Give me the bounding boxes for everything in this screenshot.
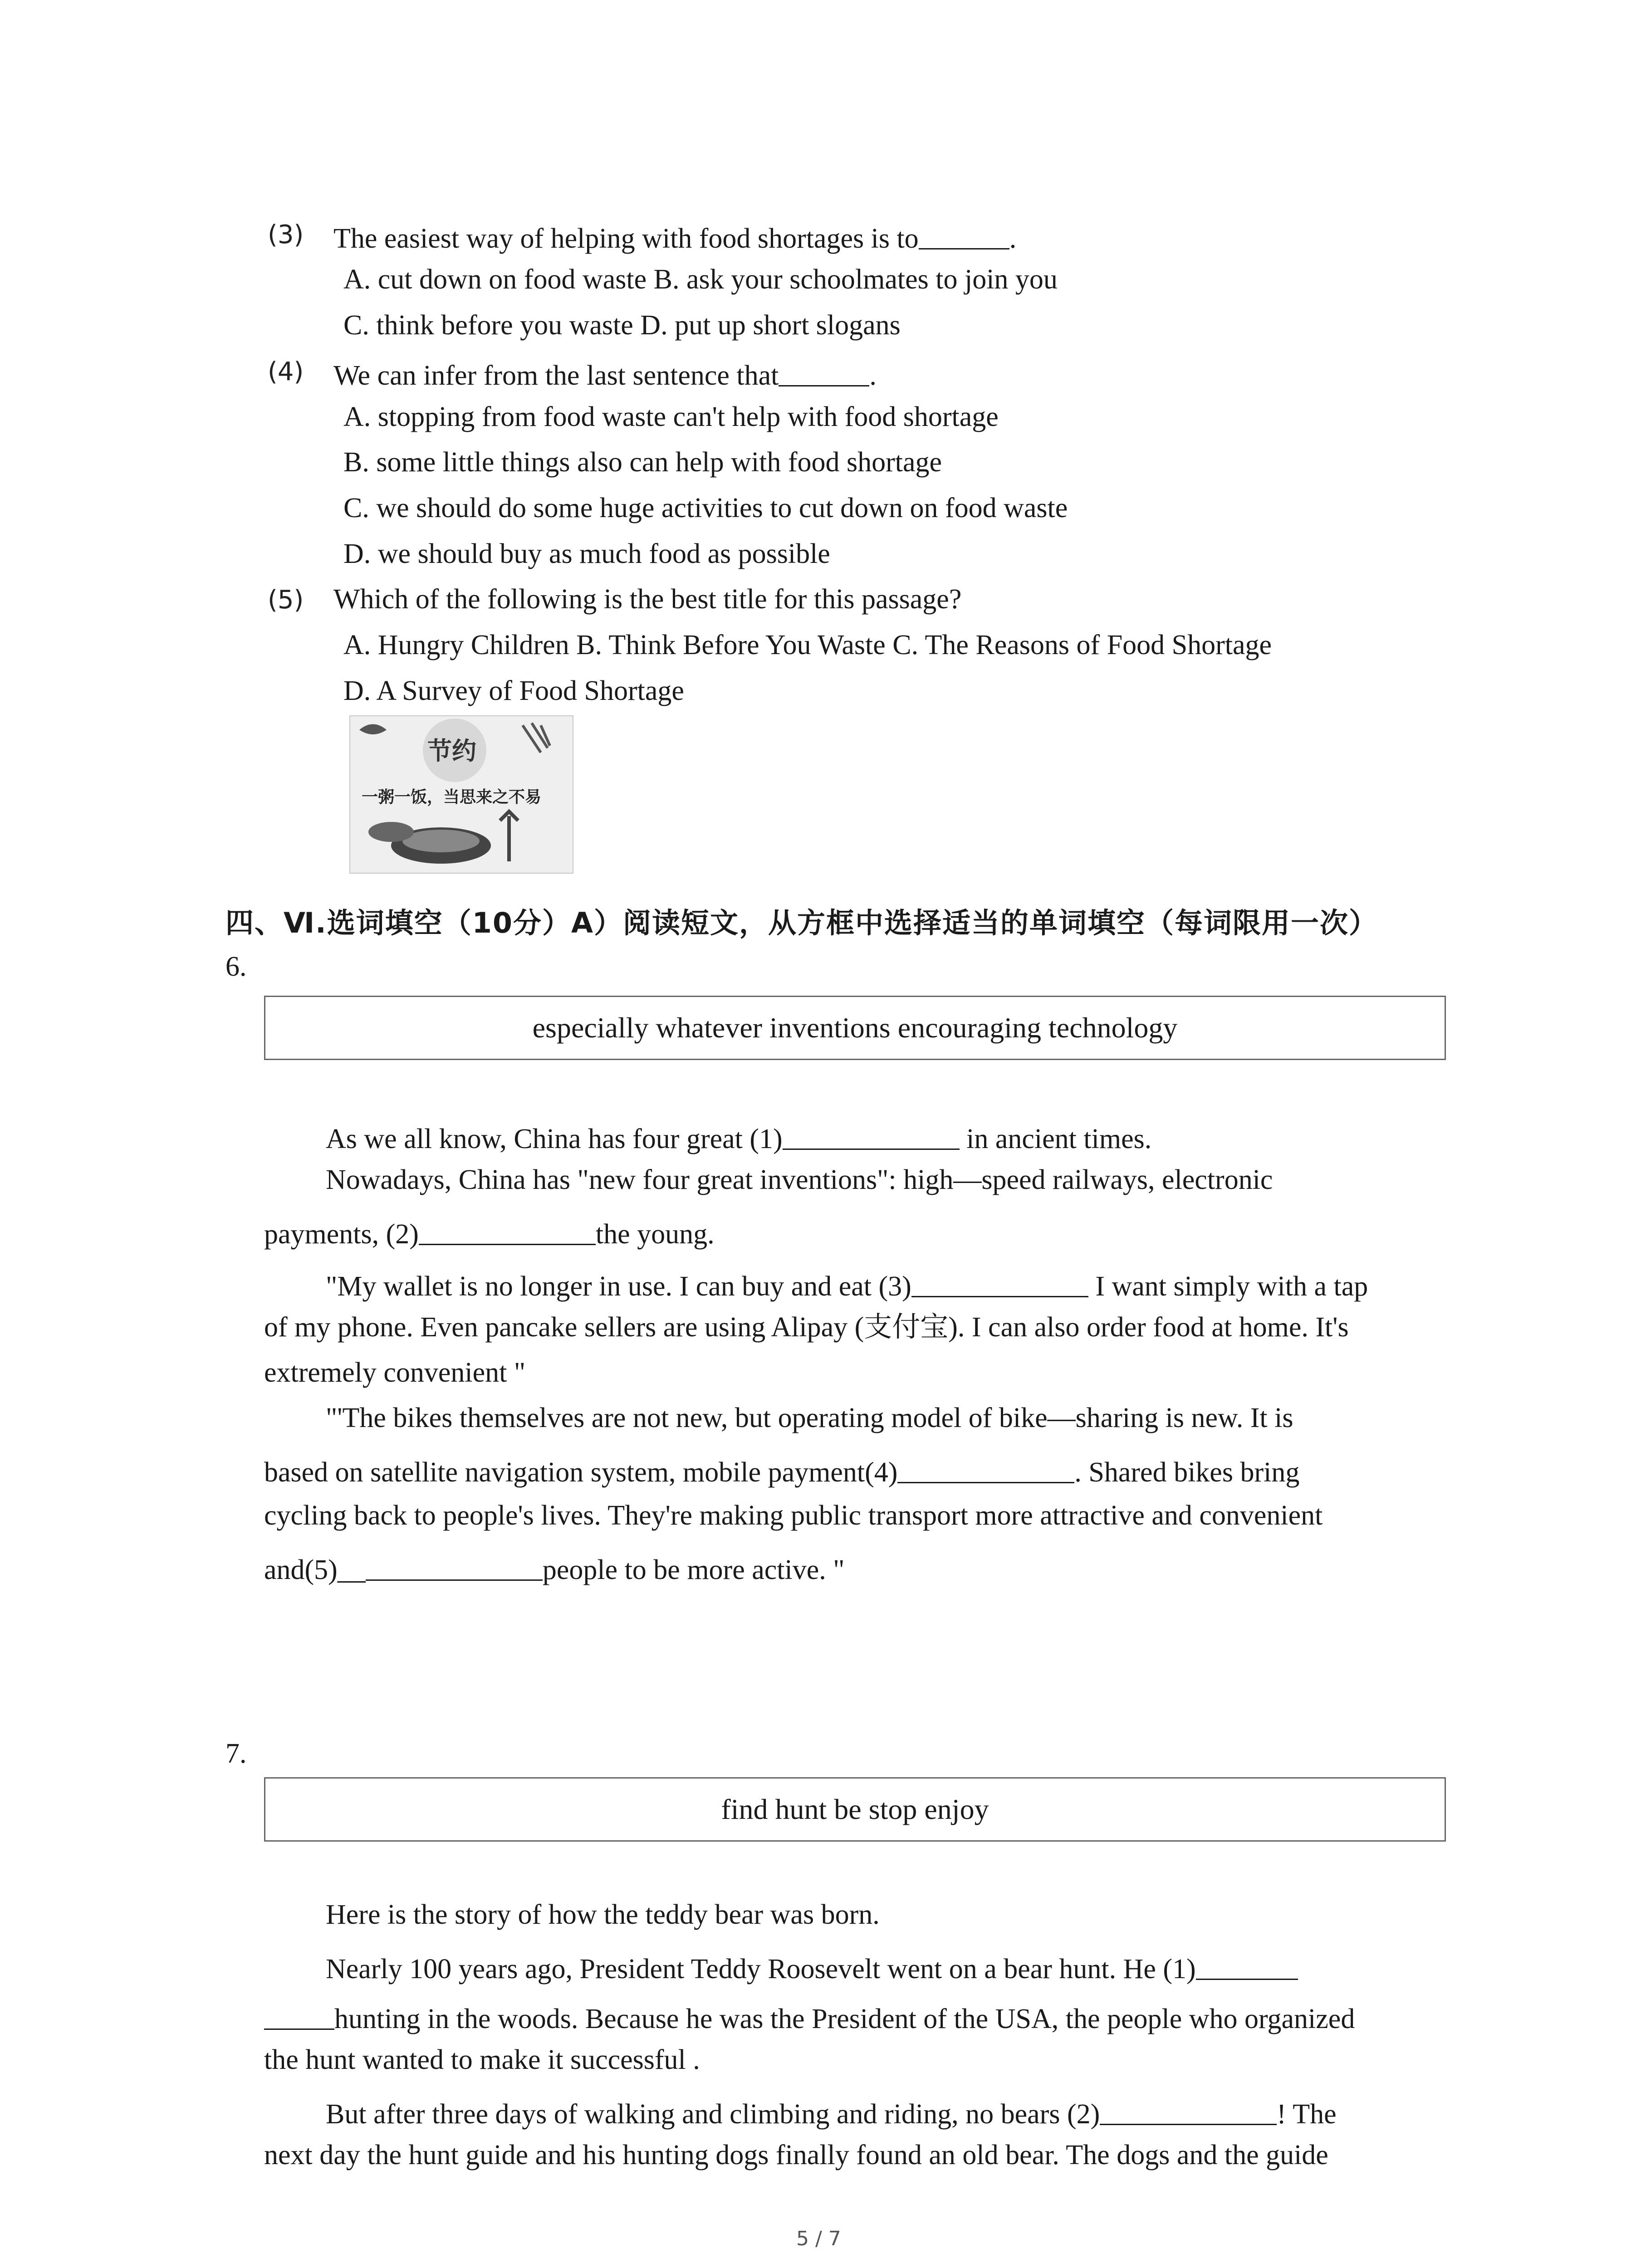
food-saving-illustration xyxy=(349,715,573,874)
question-number: 6. xyxy=(225,951,247,982)
question-stem: We can infer from the last sentence that . xyxy=(333,357,877,390)
options-line: A. Hungry Children B. Think Before You Waste C. The Reasons of Food Shortage xyxy=(343,630,1272,660)
option-a: A. stopping from food waste can't help with food shortage xyxy=(343,401,999,432)
question-number: (4) xyxy=(268,357,304,386)
answer-blank xyxy=(1196,1950,1298,1980)
answer-blank xyxy=(419,1216,596,1245)
passage-line: As we all know, China has four great (1) in ancient times. xyxy=(326,1120,1151,1153)
passage-line: But after three days of walking and climbing and riding, no bears (2) ! The xyxy=(326,2096,1337,2128)
passage-line: extremely convenient " xyxy=(264,1357,526,1388)
passage-line: Nowadays, China has "new four great inventions": high—speed railways, electronic xyxy=(326,1164,1273,1195)
option-d: D. we should buy as much food as possible xyxy=(343,538,830,569)
question-number: (3) xyxy=(268,220,304,249)
passage-line: payments, (2) the young. xyxy=(264,1216,715,1248)
passage-line: Nearly 100 years ago, President Teddy Roosevelt went on a bear hunt. He (1) xyxy=(326,1950,1298,1983)
question-number: 7. xyxy=(225,1738,247,1769)
answer-blank xyxy=(783,1120,960,1150)
passage-line: and(5)__ people to be more active. " xyxy=(264,1551,845,1584)
passage-line: next day the hunt guide and his hunting dogs finally found an old bear. The dogs and the guide xyxy=(264,2140,1328,2170)
options-line: D. A Survey of Food Shortage xyxy=(343,675,684,706)
word-bank-box xyxy=(264,996,1446,1060)
answer-blank xyxy=(779,357,869,386)
word-bank: find hunt be stop enjoy xyxy=(721,1793,989,1825)
illustration-slogan: 一粥一饭，当思来之不易 xyxy=(362,788,542,807)
illustration-title: 节约 xyxy=(427,737,476,765)
answer-blank xyxy=(911,1268,1088,1297)
question-stem: Which of the following is the best title for this passage? xyxy=(333,584,962,615)
passage-line: "My wallet is no longer in use. I can buy and eat (3) I want simply with a tap xyxy=(326,1268,1368,1300)
answer-blank xyxy=(366,1551,543,1581)
option-b: B. some little things also can help with food shortage xyxy=(343,447,942,478)
passage-line: of my phone. Even pancake sellers are using Alipay (支付宝). I can also order food at home. It's xyxy=(264,1312,1349,1343)
passage-line: Here is the story of how the teddy bear was born. xyxy=(326,1899,880,1930)
options-line: A. cut down on food waste B. ask your schoolmates to join you xyxy=(343,264,1058,295)
passage-line: the hunt wanted to make it successful . xyxy=(264,2044,700,2075)
page-number: 5 / 7 xyxy=(796,2227,841,2250)
answer-blank xyxy=(897,1454,1074,1483)
answer-blank xyxy=(919,220,1009,249)
answer-blank xyxy=(1100,2096,1277,2125)
options-line: C. think before you waste D. put up short slogans xyxy=(343,310,901,341)
section-heading: 四、Ⅵ.选词填空（10分）A）阅读短文，从方框中选择适当的单词填空（每词限用一次） xyxy=(225,906,1378,939)
passage-line: based on satellite navigation system, mobile payment(4) . Shared bikes bring xyxy=(264,1454,1299,1486)
illustration-drawing xyxy=(350,716,573,873)
answer-blank-continued xyxy=(264,2000,334,2030)
passage-line: "'The bikes themselves are not new, but operating model of bike—sharing is new. It is xyxy=(326,1403,1293,1433)
passage-line: hunting in the woods. Because he was the President of the USA, the people who organized xyxy=(264,2000,1355,2033)
question-number: (5) xyxy=(268,585,304,615)
option-c: C. we should do some huge activities to cut down on food waste xyxy=(343,493,1068,523)
question-stem: The easiest way of helping with food shortages is to . xyxy=(333,220,1016,253)
passage-line: cycling back to people's lives. They're making public transport more attractive and convenient xyxy=(264,1500,1323,1531)
word-bank-box xyxy=(264,1777,1446,1842)
word-bank: especially whatever inventions encouraging technology xyxy=(532,1012,1178,1044)
